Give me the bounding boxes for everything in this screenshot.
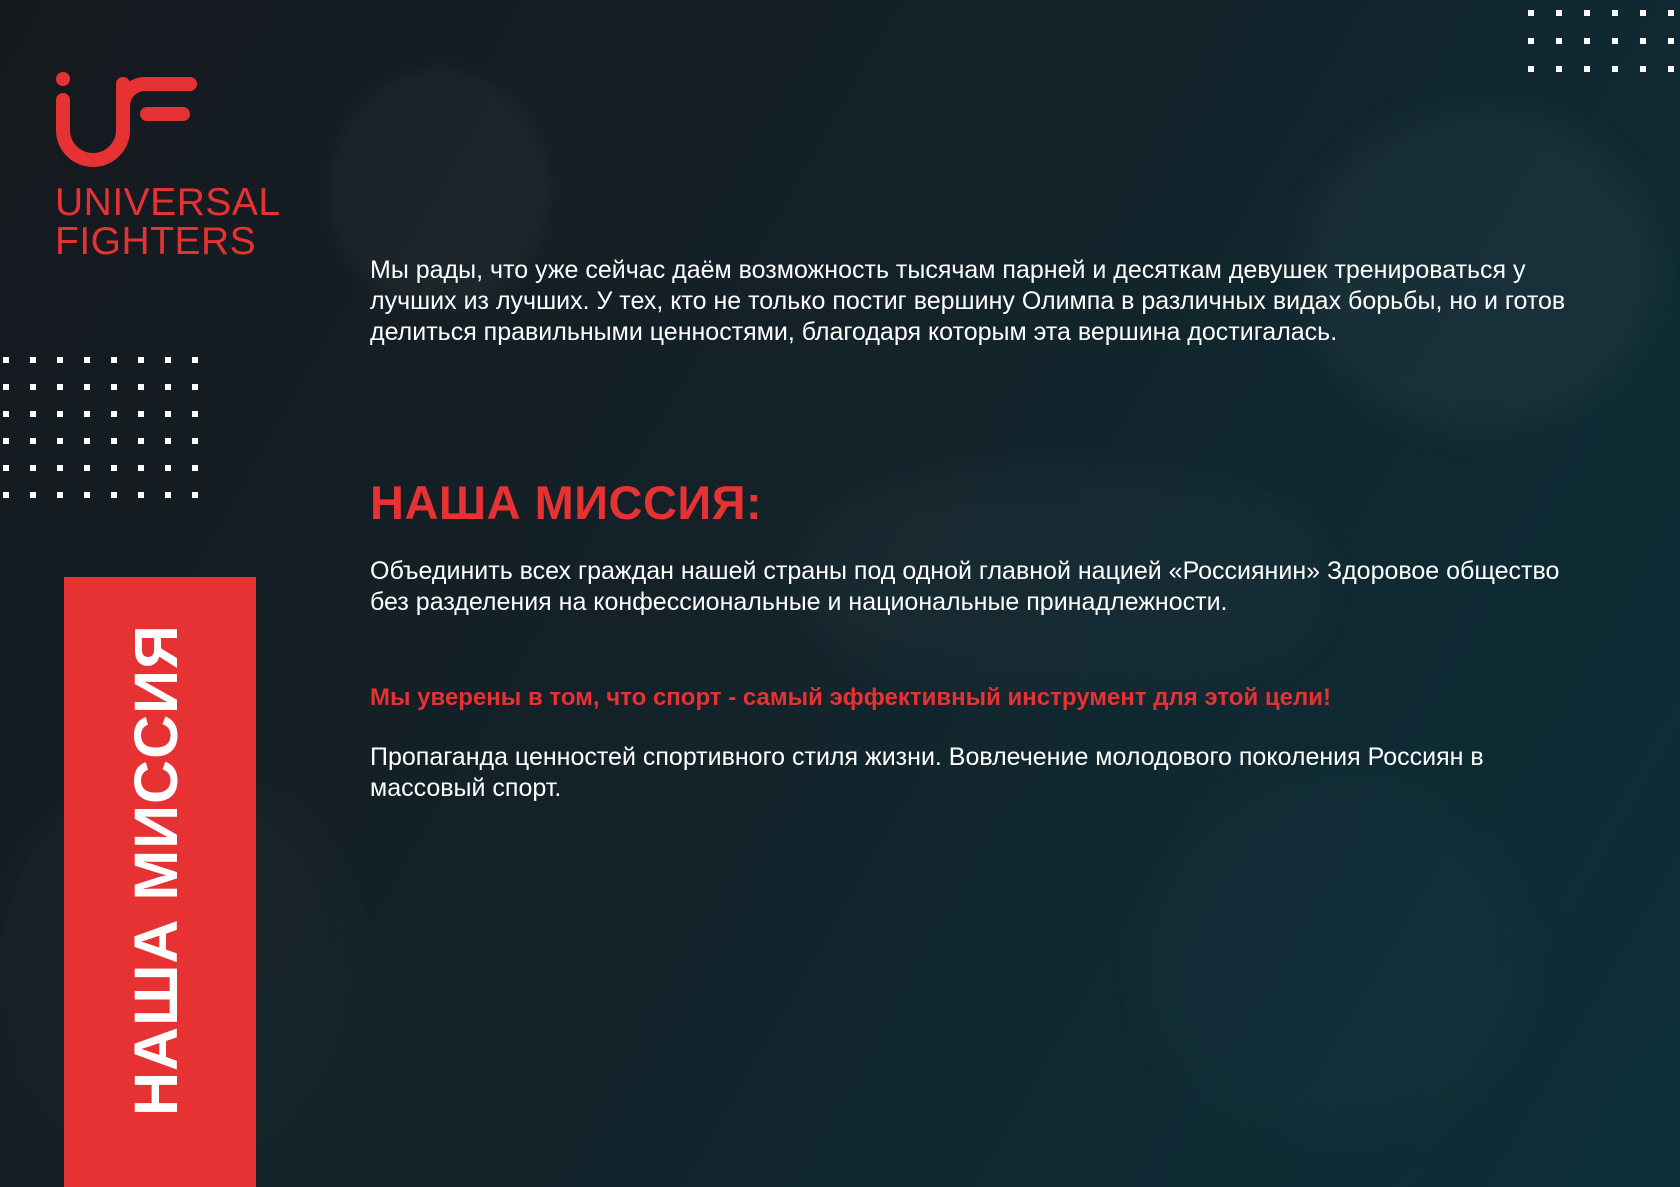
uf-logo-icon	[55, 72, 200, 168]
closing-paragraph: Пропаганда ценностей спортивного стиля жизни. Вовлечение молодового поколения Россиян в массовый спорт.	[370, 743, 1484, 802]
background-photo-shape	[1150, 780, 1530, 1140]
mission-heading: НАША МИССИЯ:	[370, 476, 763, 529]
mission-banner-label: НАША МИССИЯ	[122, 624, 190, 1116]
intro-paragraph: Мы рады, что уже сейчас даём возможность тысячам парней и десяткам девушек тренироваться у лучших из лучших. У тех, кто не только постиг вершину Олимпа в различных видах борьбы, но и готов делиться правильными ценностями, благодаря которым эта вершина достигалась.	[370, 256, 1566, 346]
emphasis-statement: Мы уверены в том, что спорт - самый эффективный инструмент для этой цели!	[370, 684, 1331, 711]
dot-grid-decoration-left	[3, 357, 198, 498]
brand-name-line-2: FIGHTERS	[55, 220, 257, 263]
mission-paragraph: Объединить всех граждан нашей страны под одной главной нацией «Россиянин» Здоровое общество без разделения на конфессиональные и национальные принадлежности.	[370, 557, 1560, 616]
dot-grid-decoration-top	[1528, 10, 1674, 72]
brand-name-line-1: UNIVERSAL	[55, 181, 281, 224]
